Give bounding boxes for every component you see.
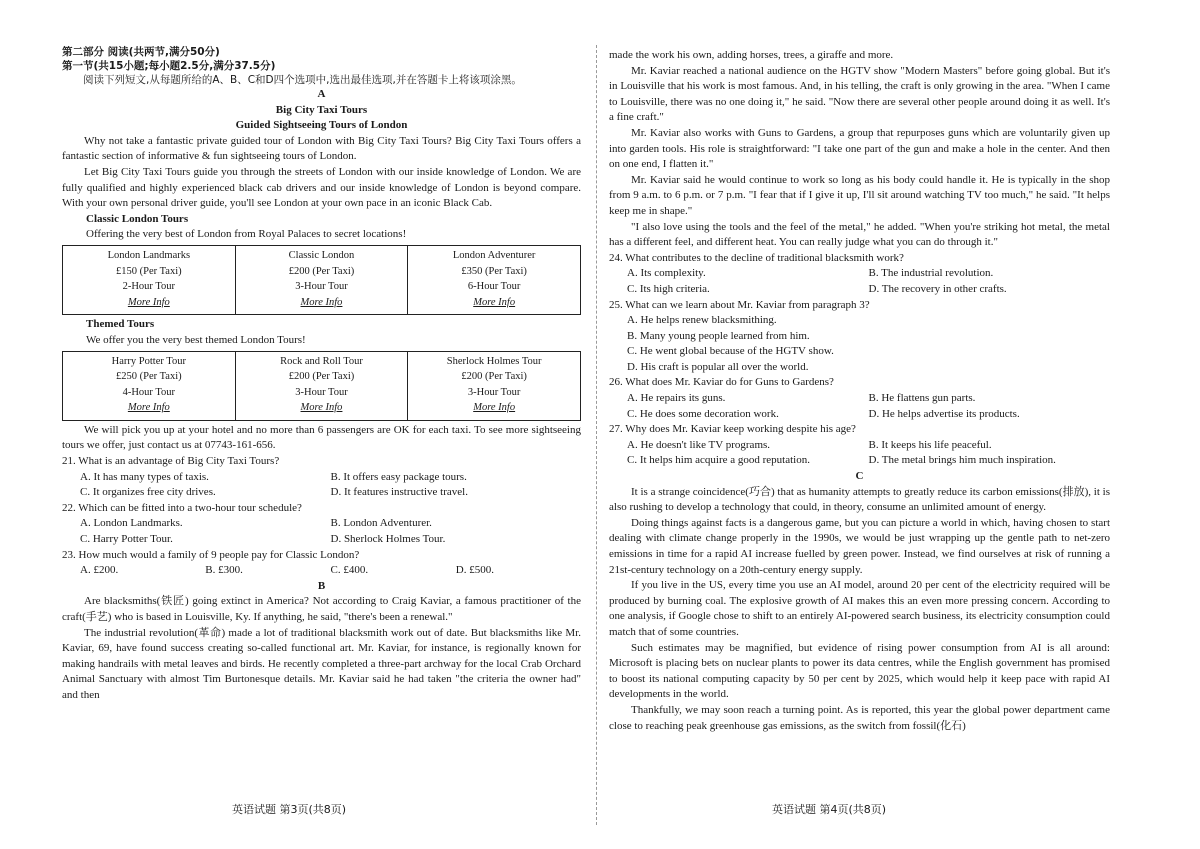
more-info-link[interactable]: More Info xyxy=(300,296,343,308)
paragraph: If you live in the US, every time you use an AI model, around 20 per cent of the electricity required will be produced by burning coal. The explosive growth of AI makes this an even more pressing concern. According to one analysis, if Google chose to shift to an entirely AI-powered search business, its electricity consumption could match that of some countries. xyxy=(609,579,1110,638)
classic-heading: Classic London Tours xyxy=(86,212,189,225)
options-24 xyxy=(609,266,1110,297)
option: B. Many young people learned from him. xyxy=(627,329,810,342)
option: C. Its high criteria. xyxy=(627,282,710,295)
tour-duration: 3-Hour Tour xyxy=(295,281,348,293)
tour-price: £250 (Per Taxi) xyxy=(116,371,182,383)
option: B. £300. xyxy=(205,564,243,577)
more-info-link[interactable]: More Info xyxy=(300,402,343,414)
tour-price: £200 (Per Taxi) xyxy=(288,265,355,277)
question-21: 21. What is an advantage of Big City Taxi Tours? xyxy=(62,455,280,468)
option: D. £500. xyxy=(455,564,494,577)
passage-a-label: A xyxy=(317,88,326,100)
more-info-link[interactable]: More Info xyxy=(473,296,516,308)
option: C. He went global because of the HGTV show. xyxy=(627,345,834,358)
more-info-link[interactable]: More Info xyxy=(473,402,516,414)
paragraph: It is a strange coincidence(巧合) that as humanity attempts to greatly reduce its carbon emissions(排放), it is also rushing to develop a technology that could, in theory, consume an unlimited amount of energy. xyxy=(609,485,1110,514)
subsection-header: 第一节(共15小题;每小题2.5分,满分37.5分) xyxy=(62,60,276,72)
page-footer-right: 英语试题 第4页(共8页) xyxy=(772,803,887,816)
option: B. He flattens gun parts. xyxy=(868,392,976,405)
tour-price: £200 (Per Taxi) xyxy=(461,371,527,383)
options-22 xyxy=(62,516,581,547)
paragraph: Let Big City Taxi Tours guide you through the streets of London with our inside knowledge of London. We are fully qualified and highly experienced black cab drivers and our inside knowledge of London is beyond compare. With your own personal driver guide, you'll see London at your own pace in an iconic Black Cab. xyxy=(62,165,581,210)
tour-name: Classic London xyxy=(288,249,355,261)
option: C. Harry Potter Tour. xyxy=(80,533,173,546)
tour-duration: 3-Hour Tour xyxy=(467,386,521,398)
option: B. London Adventurer. xyxy=(330,517,432,530)
option: A. He doesn't like TV programs. xyxy=(627,438,771,451)
tour-cell xyxy=(63,245,236,314)
option: B. The industrial revolution. xyxy=(868,267,994,280)
passage-subtitle: Guided Sightseeing Tours of London xyxy=(235,119,408,132)
option: C. It helps him acquire a good reputation. xyxy=(627,454,810,467)
option: D. He helps advertise its products. xyxy=(868,407,1020,420)
option: A. He helps renew blacksmithing. xyxy=(627,314,777,327)
paragraph: Mr. Kaviar also works with Guns to Gardens, a group that repurposes guns which are voluntarily given up into garden tools. His role is straightforward: "I take one part of the gun and make a hole in the center. And then on one end, I flatten it." xyxy=(609,126,1110,171)
paragraph: The industrial revolution(革命) made a lot of traditional blacksmith work out of date. But blacksmiths like Mr. Kaviar, 69, have found success creating so-called functional art. Mr. Kaviar, for instance, is regionally known for making handrails with metal leaves and birds. He recently completed a three-part archway for the local Crab Orchard Animal Sanctuary with almost Tim Burtonesque details. Mr. Kaviar said he had taken "the criteria the owner had" and then xyxy=(62,626,581,701)
tour-cell xyxy=(408,351,581,420)
options-25 xyxy=(609,313,1110,375)
tour-cell xyxy=(235,245,408,314)
option: D. It features instructive travel. xyxy=(330,486,468,499)
left-page xyxy=(0,0,597,849)
paragraph: Mr. Kaviar said he would continue to work so long as his body could handle it. He is typically in the shop from 9 a.m. to 6 p.m. or 7 p.m. "I fear that if I give it up, I'll sit around watching TV too much," he said. "It helps keep me in shape." xyxy=(609,173,1110,217)
options-21 xyxy=(62,470,581,501)
passage-c-label: C xyxy=(855,470,864,483)
option: B. It keeps his life peaceful. xyxy=(868,438,992,451)
question-22: 22. Which can be fitted into a two-hour tour schedule? xyxy=(62,501,302,514)
tour-name: Harry Potter Tour xyxy=(111,355,186,367)
more-info-link[interactable]: More Info xyxy=(127,402,170,414)
paragraph: Such estimates may be magnified, but evidence of rising power consumption from AI is all around: Microsoft is placing bets on nuclear plants to power its data centres, while the English government has promised to boost its national computing capacity by 50 per cent by 2025, which would help it keep pace with rapid AI developments in the world. xyxy=(609,641,1110,701)
tour-price: £150 (Per Taxi) xyxy=(116,265,182,277)
classic-intro: Offering the very best of London from Royal Palaces to secret locations! xyxy=(86,228,407,241)
instruction: 阅读下列短文,从每题所给的A、B、C和D四个选项中,选出最佳选项,并在答题卡上将该项涂黑。 xyxy=(83,74,522,86)
paragraph: Are blacksmiths(铁匠) going extinct in America? Not according to Craig Kaviar, a famous practitioner of the craft(手艺) who is based in Louisville, Ky. If anything, he said, "there's been a renewal." xyxy=(62,595,581,623)
tour-name: Sherlock Holmes Tour xyxy=(446,355,542,367)
option: A. He repairs its guns. xyxy=(627,392,726,405)
question-26: 26. What does Mr. Kaviar do for Guns to Gardens? xyxy=(609,376,834,389)
tour-duration: 3-Hour Tour xyxy=(295,386,348,398)
themed-intro: We offer you the very best themed London Tours! xyxy=(86,333,306,346)
question-23: 23. How much would a family of 9 people pay for Classic London? xyxy=(62,548,360,561)
passage-b-label: B xyxy=(317,579,326,592)
section-header: 第二部分 阅读(共两节,满分50分) xyxy=(62,46,220,58)
tour-price: £200 (Per Taxi) xyxy=(288,371,355,383)
paragraph: We will pick you up at your hotel and no more than 6 passengers are OK for each taxi. To see more sightseeing tours we offer, just contact us at 07743-161-656. xyxy=(62,423,581,452)
themed-tours-table xyxy=(62,351,581,421)
option: D. The metal brings him much inspiration. xyxy=(868,454,1056,467)
option: D. His craft is popular all over the world. xyxy=(627,360,809,373)
tour-cell xyxy=(63,351,236,420)
passage-title: Big City Taxi Tours xyxy=(275,103,368,116)
option: A. £200. xyxy=(80,564,119,577)
option: A. London Landmarks. xyxy=(80,517,183,530)
option: C. It organizes free city drives. xyxy=(80,486,216,499)
themed-heading: Themed Tours xyxy=(86,318,155,331)
tour-cell xyxy=(408,245,581,314)
paragraph: Why not take a fantastic private guided tour of London with Big City Taxi Tours? Big City Taxi Tours offers a fantastic section of informative & fun sightseeing tours of London. xyxy=(62,134,581,163)
paragraph: Doing things against facts is a dangerous game, but you can picture a world in which, having chosen to start dealing with climate change properly in the 1990s, we would be just wrapping up the gentle path to net-zero emissions in time for a rapid AI increase fuelled by green power. Instead, we find ourselves at risk of running a 21st-century technology on a 20th-century energy supply. xyxy=(609,516,1110,576)
paragraph: Thankfully, we may soon reach a turning point. As is reported, this year the global power department came close to reaching peak greenhouse gas emissions, as the switch from fossil(化石) xyxy=(609,703,1110,732)
option: C. £400. xyxy=(330,564,369,577)
options-23 xyxy=(62,563,581,579)
option: A. Its complexity. xyxy=(627,267,706,280)
tour-duration: 4-Hour Tour xyxy=(122,386,176,398)
paragraph: Mr. Kaviar reached a national audience on the HGTV show "Modern Masters" before going global. But it's in Louisville that his work is most famous. And, in his telling, the craft is only growing in the area. "When I came to Louisville, there was no one doing it," he said. "Now there are several other people around doing it as well. It's a fine craft." xyxy=(609,64,1110,124)
option: D. Sherlock Holmes Tour. xyxy=(330,533,446,546)
page-footer-left: 英语试题 第3页(共8页) xyxy=(232,803,347,816)
right-page xyxy=(597,0,1200,849)
paragraph: "I also love using the tools and the feel of the metal," he added. "When you're striking hot metal, the metal has a different feel, and different heat. You can really judge what you can do through it." xyxy=(609,220,1110,249)
paragraph: made the work his own, adding horses, trees, a giraffe and more. xyxy=(609,49,894,61)
tour-price: £350 (Per Taxi) xyxy=(461,265,527,277)
tour-name: London Landmarks xyxy=(107,249,191,261)
tour-duration: 2-Hour Tour xyxy=(122,281,176,293)
tour-cell xyxy=(235,351,408,420)
question-27: 27. Why does Mr. Kaviar keep working despite his age? xyxy=(609,423,856,436)
option: A. It has many types of taxis. xyxy=(80,470,209,483)
tour-name: Rock and Roll Tour xyxy=(280,355,363,367)
options-27 xyxy=(609,438,1110,469)
classic-tours-table xyxy=(62,245,581,315)
tour-name: London Adventurer xyxy=(452,249,536,261)
tour-duration: 6-Hour Tour xyxy=(467,281,521,293)
more-info-link[interactable]: More Info xyxy=(127,296,170,308)
question-24: 24. What contributes to the decline of traditional blacksmith work? xyxy=(609,251,904,264)
options-26 xyxy=(609,391,1110,422)
question-25: 25. What can we learn about Mr. Kaviar from paragraph 3? xyxy=(609,298,870,311)
option: D. The recovery in other crafts. xyxy=(868,282,1007,295)
option: C. He does some decoration work. xyxy=(627,407,779,420)
option: B. It offers easy package tours. xyxy=(330,470,467,483)
